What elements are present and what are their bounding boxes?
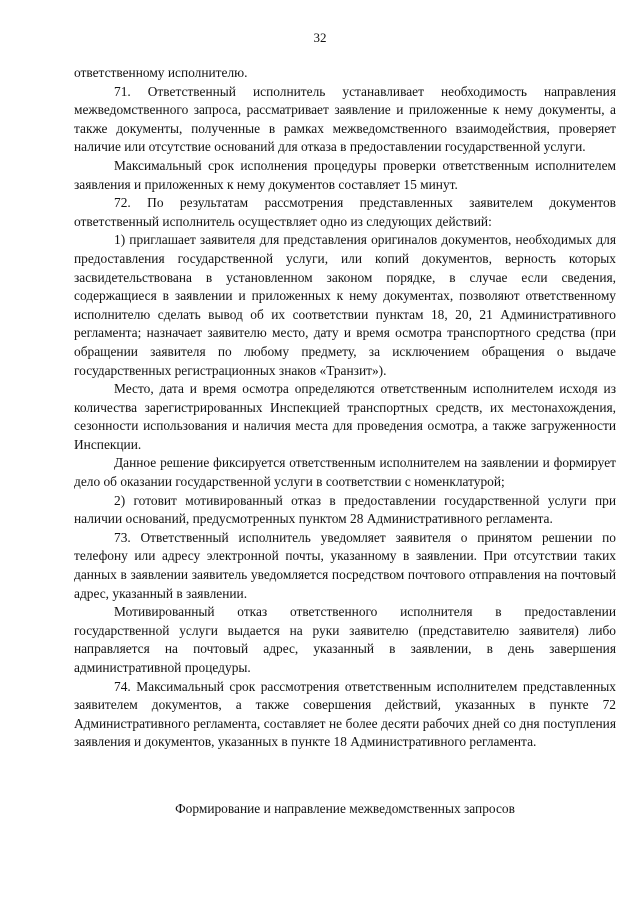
paragraph-continuation: ответственному исполнителю.	[74, 65, 248, 80]
document-body	[74, 64, 616, 752]
paragraph-subitem-1: 1) приглашает заявителя для представления оригиналов документов, необходимых для предоставления государственной услуги, или копий документов, верность которых засвидетельствована в установленном законом порядке, в случае если сведения, содержащиеся в заявлении и приложенных к нему документах, позволяют ответственному исполнителю сделать вывод об их соответствии пунктам 18, 20, 21 Административного регламента; назначает заявителю место, дату и время осмотра транспортного средства (при обращении заявителя по любому предмету, за исключением обращения о выдаче государственных регистрационных знаков «Транзит»).	[74, 232, 616, 378]
paragraph-item-71: 71. Ответственный исполнитель устанавливает необходимость направления межведомственного запроса, рассматривает заявление и приложенные к нему документы, а также документы, полученные в рамках межведомственного взаимодействия, проверяет наличие или отсутствие оснований для отказа в предоставлении государственной услуги.	[74, 83, 616, 155]
paragraph-refusal-delivery: Мотивированный отказ ответственного исполнителя в предоставлении государственной услуги выдается на руки заявителю (представителю заявителя) либо направляется на почтовый адрес, указанный в заявлении, в день завершения административной процедуры.	[74, 604, 616, 675]
paragraph-max-term-check: Максимальный срок исполнения процедуры проверки ответственным исполнителем заявления и приложенных к нему документов составляет 15 минут.	[74, 157, 616, 192]
paragraph-item-74: 74. Максимальный срок рассмотрения ответственным исполнителем представленных заявителем документов, а также совершения действий, указанных в пункте 72 Административного регламента, составляет не более десяти рабочих дней со дня поступления заявления и документов, указанных в пункте 18 Административного регламента.	[74, 678, 616, 750]
page-number: 32	[313, 30, 327, 45]
paragraph-item-73: 73. Ответственный исполнитель уведомляет заявителя о принятом решении по телефону или адресу электронной почты, указанному в заявлении. При отсутствии таких данных в заявлении заявитель уведомляется посредством почтового отправления на почтовый адрес, указанный в заявлении.	[74, 529, 616, 601]
section-heading: Формирование и направление межведомственных запросов	[175, 801, 515, 816]
paragraph-inspection-place: Место, дата и время осмотра определяются ответственным исполнителем исходя из количества зарегистрированных Инспекцией транспортных средств, их местонахождения, сезонности использования и наличия места для проведения осмотра, а также загруженности Инспекции.	[74, 381, 616, 452]
paragraph-decision-record: Данное решение фиксируется ответственным исполнителем на заявлении и формирует дело об оказании государственной услуги в соответствии с номенклатурой;	[74, 455, 616, 490]
paragraph-item-72: 72. По результатам рассмотрения представленных заявителем документов ответственный исполнитель осуществляет одно из следующих действий:	[74, 195, 616, 229]
paragraph-subitem-2: 2) готовит мотивированный отказ в предоставлении государственной услуги при наличии оснований, предусмотренных пунктом 28 Административного регламента.	[74, 492, 616, 527]
